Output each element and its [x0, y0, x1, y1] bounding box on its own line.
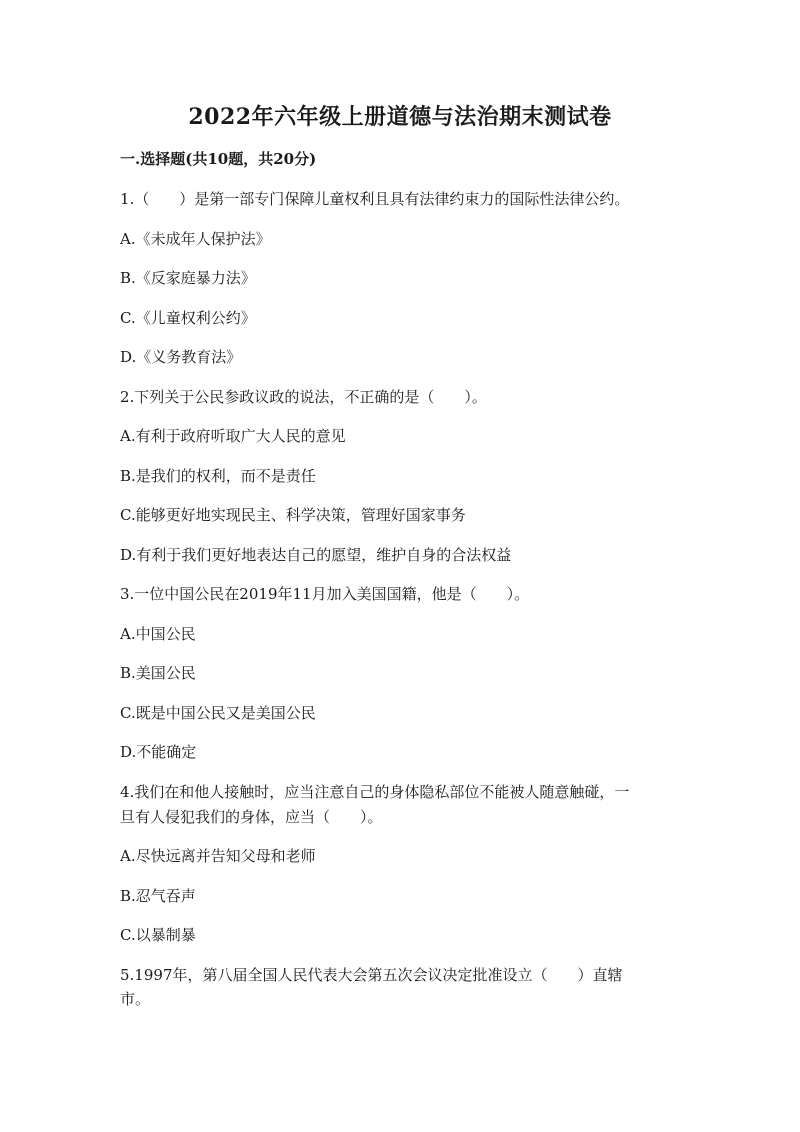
question-3-stem: 3.一位中国公民在2019年11月加入美国国籍，他是（ ）。	[120, 585, 530, 603]
question-4-option-b: B.忍气吞声	[120, 887, 196, 905]
question-2-option-d: D.有利于我们更好地表达自己的愿望，维护自身的合法权益	[120, 546, 512, 564]
question-1-option-b: B.《反家庭暴力法》	[120, 269, 256, 287]
question-2-stem: 2.下列关于公民参政议政的说法，不正确的是（ ）。	[120, 388, 487, 406]
question-1-option-a: A.《未成年人保护法》	[120, 230, 271, 248]
question-5-stem-line-2: 市。	[120, 990, 151, 1008]
question-1-option-d: D.《义务教育法》	[120, 348, 242, 366]
question-4-option-a: A.尽快远离并告知父母和老师	[120, 847, 316, 865]
question-2-option-b: B.是我们的权利，而不是责任	[120, 467, 316, 485]
question-1-stem: 1.（ ）是第一部专门保障儿童权利且具有法律约束力的国际性法律公约。	[120, 190, 630, 208]
question-3-option-c: C.既是中国公民又是美国公民	[120, 704, 316, 722]
question-4-stem-line-1: 4.我们在和他人接触时，应当注意自己的身体隐私部位不能被人随意触碰，一	[120, 783, 630, 801]
question-3-option-d: D.不能确定	[120, 743, 197, 761]
question-5-stem-line-1: 5.1997年，第八届全国人民代表大会第五次会议决定批准设立（ ）直辖	[120, 966, 623, 984]
question-1-option-c: C.《儿童权利公约》	[120, 309, 256, 327]
question-2-option-c: C.能够更好地实现民主、科学决策，管理好国家事务	[120, 506, 466, 524]
page-title: 2022年六年级上册道德与法治期末测试卷	[188, 104, 612, 130]
question-2-option-a: A.有利于政府听取广大人民的意见	[120, 427, 346, 445]
question-3-option-b: B.美国公民	[120, 664, 196, 682]
section-heading: 一.选择题(共10题，共20分)	[120, 150, 317, 168]
question-4-stem-line-2: 旦有人侵犯我们的身体，应当（ ）。	[120, 808, 383, 826]
question-3-option-a: A.中国公民	[120, 625, 196, 643]
question-4-option-c: C.以暴制暴	[120, 926, 196, 944]
